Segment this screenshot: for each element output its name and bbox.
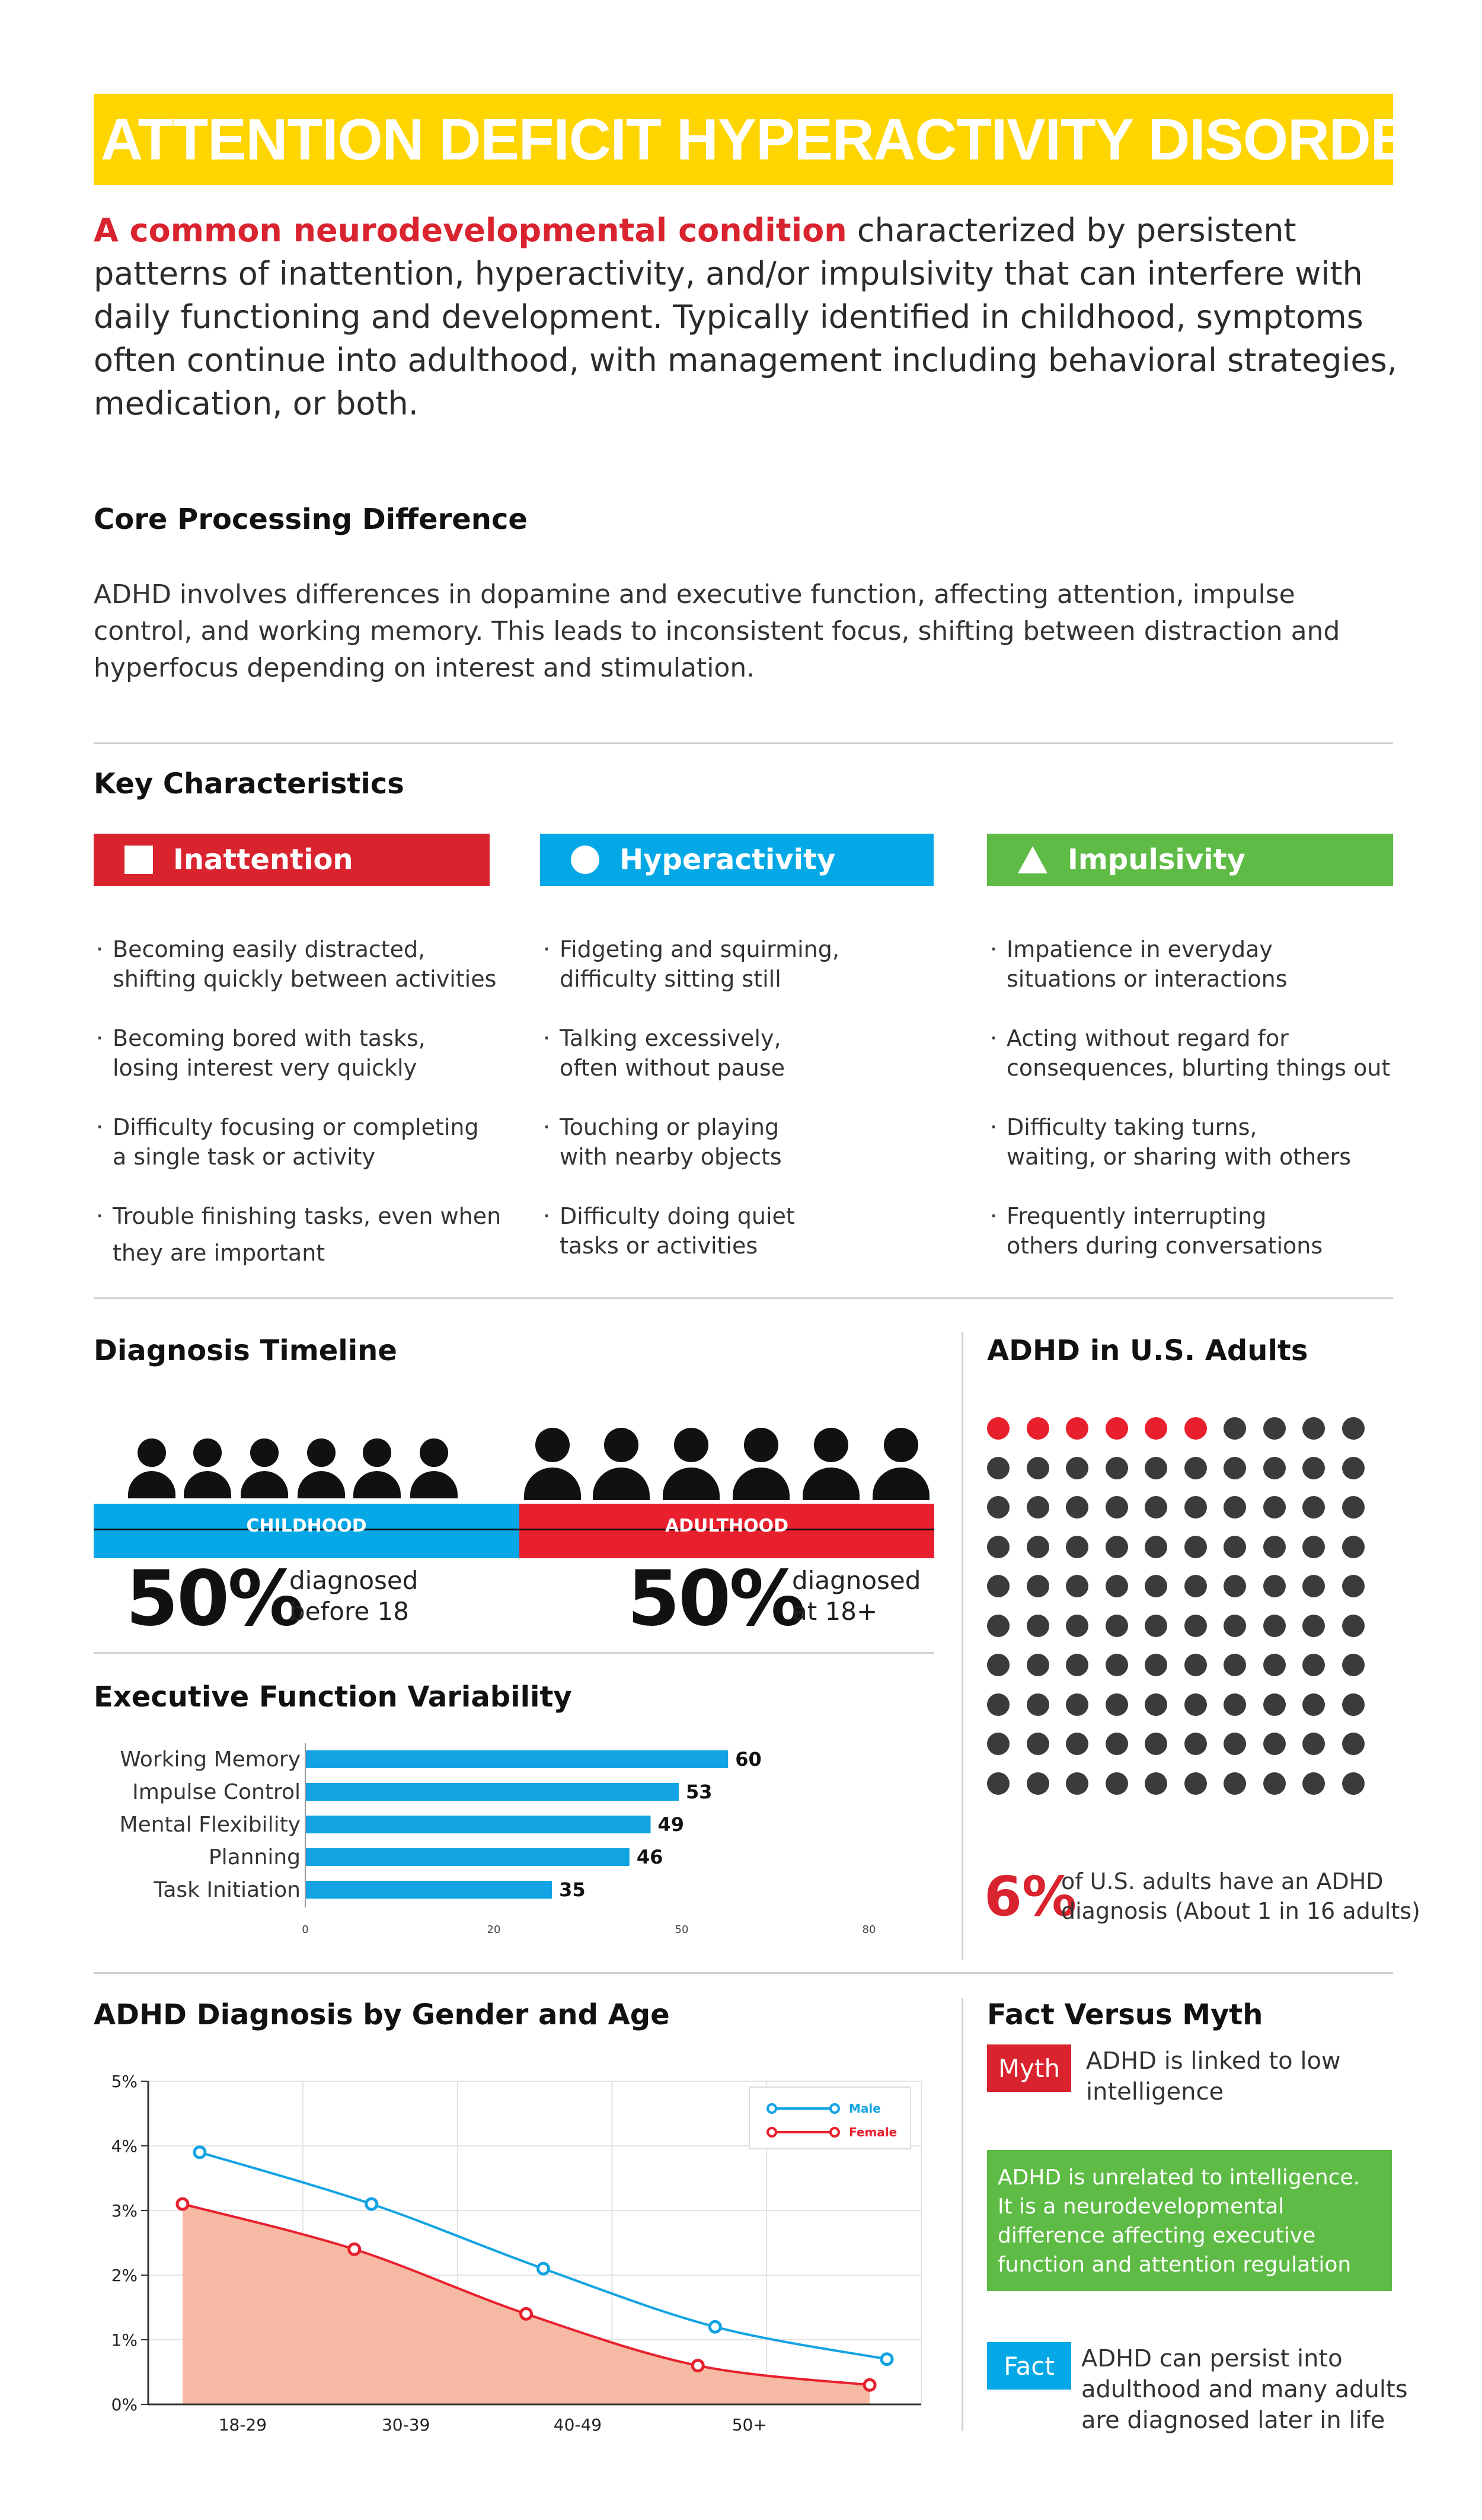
square-icon — [124, 846, 153, 874]
dot — [1145, 1615, 1167, 1637]
person-icon — [353, 1438, 401, 1501]
childhood-text-line: before 18 — [289, 1597, 409, 1626]
dot — [1106, 1536, 1128, 1558]
dot — [1224, 1457, 1246, 1479]
gender-line-chart — [89, 2063, 943, 2443]
dot — [987, 1615, 1010, 1637]
fact-box: ADHD is unrelated to intelligence. It is a neurodevelopmental difference affecting executive function and attention regulation — [987, 2150, 1392, 2291]
bullet: · — [96, 1114, 104, 1140]
dot — [1184, 1654, 1207, 1676]
bullet: · — [96, 1025, 104, 1051]
dot — [1106, 1496, 1128, 1519]
bar-category-label: Working Memory — [120, 1747, 301, 1772]
adults-text-line: diagnosis (About 1 in 16 adults) — [1061, 1898, 1420, 1924]
dot — [1106, 1733, 1128, 1755]
characteristic-item — [543, 1112, 782, 1172]
bar — [305, 1881, 552, 1899]
bullet: · — [543, 1025, 551, 1051]
adults-percent: 6% — [984, 1865, 1077, 1928]
vertical-divider — [962, 1998, 963, 2431]
dot — [1145, 1733, 1167, 1755]
dot — [1302, 1772, 1325, 1795]
dot — [1342, 1772, 1365, 1795]
highlighted-dot — [1145, 1417, 1167, 1440]
dot — [1302, 1615, 1325, 1637]
characteristic-item-line: losing interest very quickly — [113, 1055, 417, 1081]
dot — [1342, 1654, 1365, 1676]
characteristic-item — [990, 1023, 1391, 1083]
dot — [1066, 1496, 1088, 1519]
dot — [1027, 1693, 1049, 1716]
characteristic-item-line: situations or interactions — [1007, 966, 1288, 992]
dot — [1224, 1496, 1246, 1519]
characteristic-item — [543, 934, 839, 994]
dot-grid — [987, 1417, 1390, 1820]
y-tick-label: 4% — [111, 2136, 138, 2156]
dot — [1342, 1536, 1365, 1558]
bullet: · — [543, 1203, 551, 1229]
myth-text — [1086, 2046, 1341, 2107]
characteristic-item-line: Becoming bored with tasks, — [113, 1025, 426, 1051]
adulthood-percent-text — [792, 1565, 921, 1627]
x-tick-label: 20 — [487, 1924, 501, 1936]
dot — [1027, 1654, 1049, 1676]
exec-heading: Executive Function Variability — [94, 1680, 572, 1714]
dot — [1302, 1693, 1325, 1716]
dot — [1342, 1457, 1365, 1479]
dot — [1184, 1536, 1207, 1558]
female-point — [521, 2308, 532, 2319]
dot — [1184, 1772, 1207, 1795]
dot — [1342, 1693, 1365, 1716]
x-tick-label: 50+ — [732, 2415, 767, 2435]
dot — [1263, 1615, 1286, 1637]
female-point — [177, 2199, 188, 2209]
bullet: · — [990, 936, 998, 962]
adults-text-line: of U.S. adults have an ADHD — [1061, 1868, 1384, 1894]
dot — [1145, 1536, 1167, 1558]
dot — [1224, 1772, 1246, 1795]
childhood-label: CHILDHOOD — [246, 1516, 367, 1536]
triangle-icon — [1018, 846, 1047, 873]
childhood-percent: 50% — [126, 1555, 302, 1643]
characteristic-item — [543, 1023, 785, 1083]
adults-text — [1061, 1867, 1420, 1926]
dot — [987, 1575, 1010, 1597]
dot — [1145, 1772, 1167, 1795]
dot — [1027, 1536, 1049, 1558]
dot — [1027, 1575, 1049, 1597]
characteristic-item-line: others during conversations — [1007, 1233, 1323, 1259]
characteristic-item-line: tasks or activities — [560, 1233, 758, 1259]
bar — [305, 1816, 650, 1833]
x-tick-label: 30-39 — [381, 2415, 430, 2435]
characteristic-item-line: Difficulty focusing or completing — [113, 1114, 479, 1140]
female-point — [349, 2244, 360, 2254]
core-body: ADHD involves differences in dopamine and executive function, affecting attention, impulse control, and working memory. This leads to inconsistent focus, shifting between distraction and hyperfocus depending on interest and stimulation. — [94, 579, 1340, 683]
highlighted-dot — [1106, 1417, 1128, 1440]
dot — [1106, 1575, 1128, 1597]
characteristic-item-line: waiting, or sharing with others — [1007, 1144, 1352, 1170]
dot — [1184, 1693, 1207, 1716]
y-tick-label: 0% — [111, 2395, 138, 2414]
dot — [1224, 1654, 1246, 1676]
dot — [1263, 1575, 1286, 1597]
characteristics-heading: Key Characteristics — [94, 767, 404, 800]
dot — [1027, 1733, 1049, 1755]
dot — [1106, 1457, 1128, 1479]
bullet: · — [543, 1114, 551, 1140]
x-tick-label: 40-49 — [553, 2415, 602, 2435]
dot — [987, 1536, 1010, 1558]
male-point — [538, 2263, 548, 2274]
myth-text-line: ADHD is linked to low — [1086, 2047, 1341, 2075]
title-banner — [94, 94, 1450, 185]
fact-text-line: adulthood and many adults — [1081, 2376, 1408, 2403]
adulthood-percent: 50% — [627, 1555, 804, 1643]
dot — [1106, 1615, 1128, 1637]
dot — [987, 1772, 1010, 1795]
dot — [1263, 1772, 1286, 1795]
characteristic-item — [990, 1201, 1323, 1261]
bullet: · — [990, 1025, 998, 1051]
person-icon — [663, 1428, 720, 1503]
adulthood-text-line: diagnosed — [792, 1566, 921, 1595]
dot — [1224, 1693, 1246, 1716]
inattention-header — [94, 834, 490, 886]
dot — [1145, 1654, 1167, 1676]
characteristic-item — [96, 1201, 502, 1268]
dot — [1342, 1733, 1365, 1755]
person-icon — [298, 1438, 345, 1501]
dot — [987, 1457, 1010, 1479]
legend-marker — [768, 2128, 776, 2136]
y-tick-label: 5% — [111, 2072, 138, 2091]
timeline-heading: Diagnosis Timeline — [94, 1334, 397, 1367]
dot — [987, 1733, 1010, 1755]
hyperactivity-label: Hyperactivity — [619, 843, 836, 876]
dot — [987, 1693, 1010, 1716]
dot — [1302, 1457, 1325, 1479]
hyperactivity-header — [540, 834, 934, 886]
characteristic-item-line: Fidgeting and squirming, — [560, 936, 839, 962]
dot — [1263, 1536, 1286, 1558]
x-tick-label: 50 — [675, 1924, 689, 1936]
legend-marker — [831, 2128, 839, 2136]
dot — [1302, 1417, 1325, 1440]
bar — [305, 1783, 679, 1801]
x-tick-label: 18-29 — [218, 2415, 267, 2435]
bar-value-label: 53 — [686, 1781, 713, 1803]
dot — [987, 1654, 1010, 1676]
fact-myth-heading: Fact Versus Myth — [987, 1998, 1263, 2031]
characteristic-item-line: often without pause — [560, 1055, 785, 1081]
bar-value-label: 49 — [657, 1813, 685, 1836]
male-point — [366, 2199, 377, 2209]
dot — [1302, 1733, 1325, 1755]
fact-text-line: are diagnosed later in life — [1081, 2407, 1385, 2434]
dot — [1263, 1496, 1286, 1519]
dot — [1263, 1417, 1286, 1440]
dot — [1066, 1457, 1088, 1479]
dot — [1066, 1654, 1088, 1676]
person-icon — [128, 1438, 175, 1501]
male-point — [194, 2147, 205, 2158]
impulsivity-label: Impulsivity — [1068, 843, 1245, 876]
person-icon — [184, 1438, 231, 1501]
dot — [1066, 1772, 1088, 1795]
person-icon — [524, 1428, 582, 1503]
highlighted-dot — [1066, 1417, 1088, 1440]
characteristic-item-line: Difficulty taking turns, — [1007, 1114, 1257, 1140]
characteristic-item-line: they are important — [113, 1240, 325, 1266]
divider — [94, 1297, 1393, 1299]
characteristic-item — [96, 1112, 479, 1172]
characteristic-item-line: Becoming easily distracted, — [113, 936, 426, 962]
bar-value-label: 35 — [559, 1878, 586, 1901]
dot — [1184, 1733, 1207, 1755]
characteristic-item-line: difficulty sitting still — [560, 966, 781, 992]
exec-bar-chart — [89, 1737, 943, 1939]
legend-label: Male — [849, 2101, 881, 2116]
bar-category-label: Task Initiation — [154, 1878, 301, 1902]
dot — [1066, 1693, 1088, 1716]
dot — [987, 1496, 1010, 1519]
dot — [1224, 1575, 1246, 1597]
dot — [1184, 1575, 1207, 1597]
dot — [1184, 1615, 1207, 1637]
dot — [1263, 1693, 1286, 1716]
dot — [1066, 1575, 1088, 1597]
characteristic-item-line: consequences, blurting things out — [1007, 1055, 1391, 1081]
gender-heading: ADHD Diagnosis by Gender and Age — [94, 1998, 670, 2031]
dot — [1106, 1772, 1128, 1795]
dot — [1184, 1496, 1207, 1519]
dot — [1145, 1693, 1167, 1716]
x-tick-label: 80 — [862, 1924, 876, 1936]
dot — [1342, 1615, 1365, 1637]
person-icon — [593, 1428, 650, 1503]
dot — [1145, 1575, 1167, 1597]
characteristic-item — [543, 1201, 795, 1261]
characteristic-item — [990, 934, 1288, 994]
intro-lead: A common neurodevelopmental condition — [94, 212, 847, 249]
myth-text-line: intelligence — [1086, 2078, 1224, 2106]
characteristic-item-line: shifting quickly between activities — [113, 966, 497, 992]
dot — [1184, 1457, 1207, 1479]
dot — [1342, 1417, 1365, 1440]
male-point — [881, 2354, 892, 2365]
characteristic-item-line: Talking excessively, — [560, 1025, 781, 1051]
inattention-label: Inattention — [173, 843, 353, 876]
dot — [1027, 1615, 1049, 1637]
y-tick-label: 3% — [111, 2201, 138, 2221]
dot — [1106, 1654, 1128, 1676]
person-icon — [410, 1438, 458, 1501]
intro-paragraph — [94, 209, 1398, 425]
dot — [1145, 1496, 1167, 1519]
dot — [1263, 1654, 1286, 1676]
characteristic-item — [96, 934, 497, 994]
characteristic-item-line: Acting without regard for — [1007, 1025, 1289, 1051]
dot — [1145, 1457, 1167, 1479]
dot — [1263, 1457, 1286, 1479]
bar-value-label: 46 — [636, 1846, 663, 1868]
childhood-percent-text — [289, 1565, 418, 1627]
person-icon — [241, 1438, 288, 1501]
bullet: · — [990, 1203, 998, 1229]
divider — [94, 1652, 934, 1654]
legend-marker — [831, 2104, 839, 2113]
dot — [1027, 1496, 1049, 1519]
bullet: · — [96, 936, 104, 962]
x-tick-label: 0 — [302, 1924, 309, 1936]
y-tick-label: 2% — [111, 2266, 138, 2285]
person-icon — [873, 1428, 930, 1503]
bullet: · — [543, 936, 551, 962]
bullet: · — [96, 1203, 104, 1229]
fact-text-line: ADHD can persist into — [1081, 2345, 1343, 2372]
bar-category-label: Planning — [208, 1845, 301, 1870]
dot — [1066, 1536, 1088, 1558]
highlighted-dot — [987, 1417, 1010, 1440]
dot — [1224, 1536, 1246, 1558]
bullet: · — [990, 1114, 998, 1140]
bar-category-label: Impulse Control — [132, 1780, 301, 1804]
impulsivity-header — [987, 834, 1393, 886]
adulthood-label: ADULTHOOD — [665, 1516, 789, 1536]
circle-icon — [571, 846, 599, 874]
page-title: ATTENTION DEFICIT HYPERACTIVITY DISORDER — [101, 106, 1450, 172]
dot — [1302, 1496, 1325, 1519]
characteristic-item-line: Difficulty doing quiet — [560, 1203, 795, 1229]
divider — [94, 742, 1393, 744]
dot — [1066, 1615, 1088, 1637]
dot — [1342, 1496, 1365, 1519]
divider — [94, 1972, 1393, 1974]
dot — [1302, 1575, 1325, 1597]
characteristic-item-line: Frequently interrupting — [1007, 1203, 1267, 1229]
dot — [1302, 1536, 1325, 1558]
bar-value-label: 60 — [735, 1748, 762, 1771]
dot — [1302, 1654, 1325, 1676]
bar — [305, 1750, 728, 1768]
childhood-text-line: diagnosed — [289, 1566, 419, 1595]
dot — [1106, 1693, 1128, 1716]
highlighted-dot — [1184, 1417, 1207, 1440]
dot — [1224, 1615, 1246, 1637]
characteristic-item — [990, 1112, 1352, 1172]
dot — [1027, 1457, 1049, 1479]
legend-label: Female — [849, 2125, 897, 2139]
dot — [1263, 1733, 1286, 1755]
characteristic-item-line: a single task or activity — [113, 1144, 376, 1170]
dot — [1224, 1733, 1246, 1755]
legend-box — [749, 2087, 911, 2149]
adults-heading: ADHD in U.S. Adults — [987, 1334, 1308, 1367]
legend-marker — [768, 2104, 776, 2113]
vertical-divider — [962, 1332, 963, 1960]
bar-category-label: Mental Flexibility — [119, 1813, 301, 1837]
characteristic-item-line: Touching or playing — [560, 1114, 780, 1140]
intro-body: characterized by persistent patterns of inattention, hyperactivity, and/or impulsivity that can interfere with daily functioning and development. Typically identified in childhood, symptoms often continue into adulthood, with management including behavioral strategies, medication, or both. — [94, 212, 1397, 422]
adulthood-text-line: at 18+ — [792, 1597, 878, 1626]
dot — [1342, 1575, 1365, 1597]
characteristic-item-line: Impatience in everyday — [1007, 936, 1273, 962]
characteristic-item — [96, 1023, 426, 1083]
characteristic-item-line: Trouble finishing tasks, even when — [113, 1203, 502, 1229]
female-point — [692, 2360, 703, 2371]
person-icon — [803, 1428, 860, 1503]
female-point — [864, 2379, 875, 2390]
fact-tag: Fact — [987, 2342, 1071, 2390]
y-tick-label: 1% — [111, 2330, 138, 2350]
dot — [1066, 1733, 1088, 1755]
dot — [1224, 1417, 1246, 1440]
dot — [1027, 1772, 1049, 1795]
myth-tag: Myth — [987, 2044, 1071, 2092]
characteristic-item-line: with nearby objects — [560, 1144, 782, 1170]
highlighted-dot — [1027, 1417, 1049, 1440]
bar — [305, 1848, 630, 1866]
core-heading: Core Processing Difference — [94, 503, 528, 536]
male-point — [710, 2321, 720, 2332]
fact-text — [1081, 2343, 1408, 2436]
person-icon — [733, 1428, 790, 1503]
